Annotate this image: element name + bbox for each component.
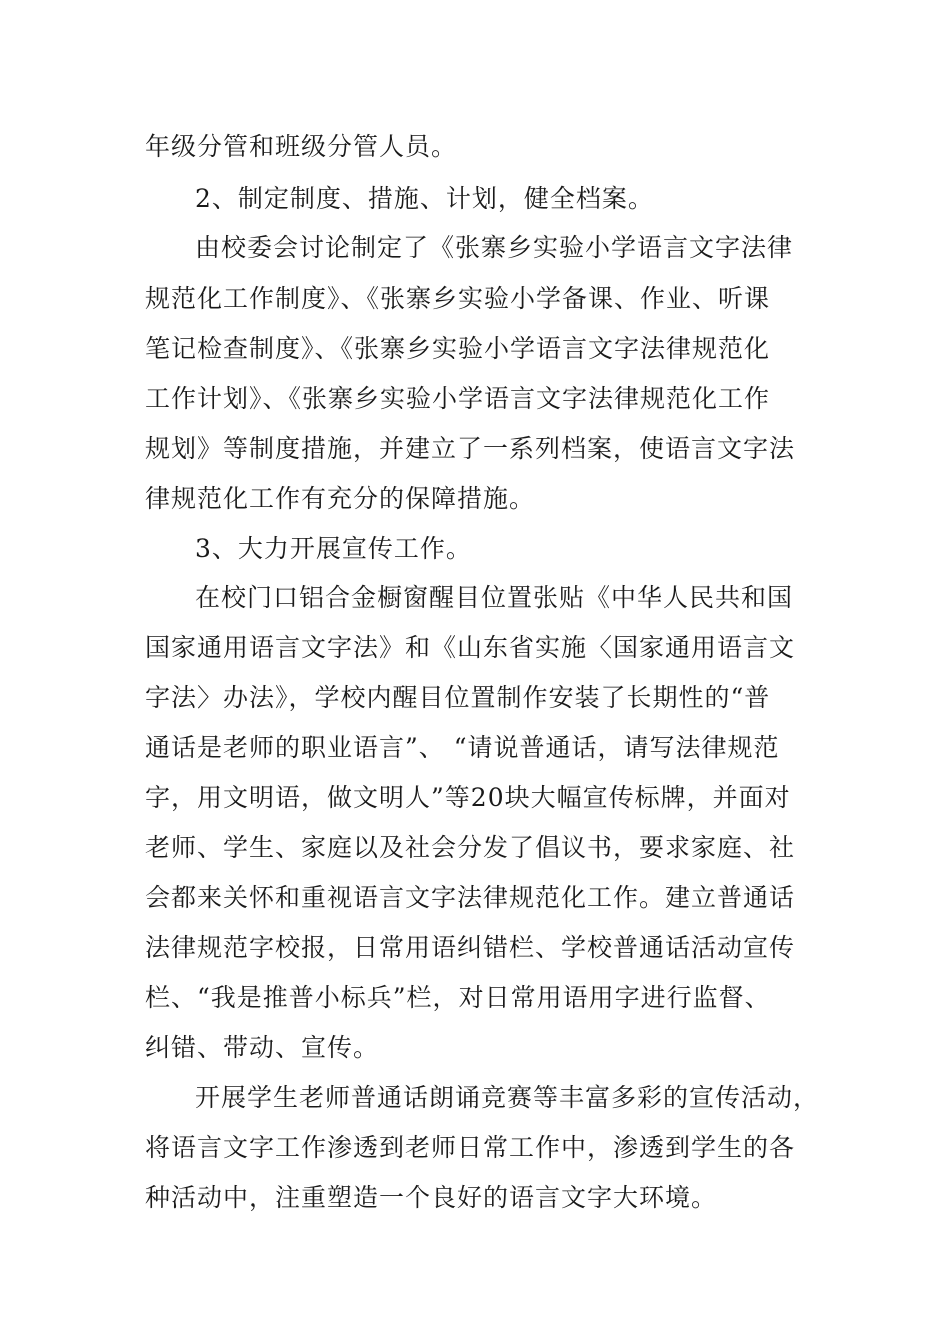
text-line: 规范化工作制度》、《张寨乡实验小学备课、作业、听课 — [145, 284, 771, 313]
text-line: 由校委会讨论制定了《张寨乡实验小学语言文字法律 — [195, 233, 794, 262]
text-line: 通话是老师的职业语言”、 “请说普通话，请写法律规范 — [145, 733, 780, 762]
text-line: 字法〉办法》，学校内醒目位置制作安装了长期性的“普 — [145, 683, 771, 712]
text-line: 律规范化工作有充分的保障措施。 — [145, 484, 536, 513]
text-line: 年级分管和班级分管人员。 — [145, 132, 458, 161]
text-line: 栏、“我是推普小标兵”栏，对日常用语用字进行监督、 — [145, 983, 771, 1012]
section-heading: 3、大力开展宣传工作。 — [195, 534, 472, 563]
text-line: 老师、学生、家庭以及社会分发了倡议书，要求家庭、社 — [145, 833, 796, 862]
text-line: 种活动中，注重塑造一个良好的语言文字大环境。 — [145, 1183, 718, 1212]
text-line: 工作计划》、《张寨乡实验小学语言文字法律规范化工作 — [145, 384, 771, 413]
text-line: 纠错、带动、宣传。 — [145, 1033, 380, 1062]
text-line: 法律规范字校报，日常用语纠错栏、学校普通话活动宣传 — [145, 933, 796, 962]
text-line: 开展学生老师普通话朗诵竞赛等丰富多彩的宣传活动， — [195, 1083, 820, 1112]
text-line: 国家通用语言文字法》和《山东省实施〈国家通用语言文 — [145, 633, 796, 662]
text-line: 在校门口铝合金橱窗醒目位置张贴《中华人民共和国 — [195, 583, 794, 612]
section-heading: 2、制定制度、措施、计划，健全档案。 — [195, 184, 654, 213]
text-line: 规划》等制度措施，并建立了一系列档案，使语言文字法 — [145, 434, 796, 463]
text-line: 笔记检查制度》、《张寨乡实验小学语言文字法律规范化 — [145, 334, 771, 363]
text-line: 会都来关怀和重视语言文字法律规范化工作。建立普通话 — [145, 883, 796, 912]
text-line: 将语言文字工作渗透到老师日常工作中，渗透到学生的各 — [145, 1133, 796, 1162]
text-line: 字，用文明语，做文明人”等20块大幅宣传标牌，并面对 — [145, 783, 791, 812]
